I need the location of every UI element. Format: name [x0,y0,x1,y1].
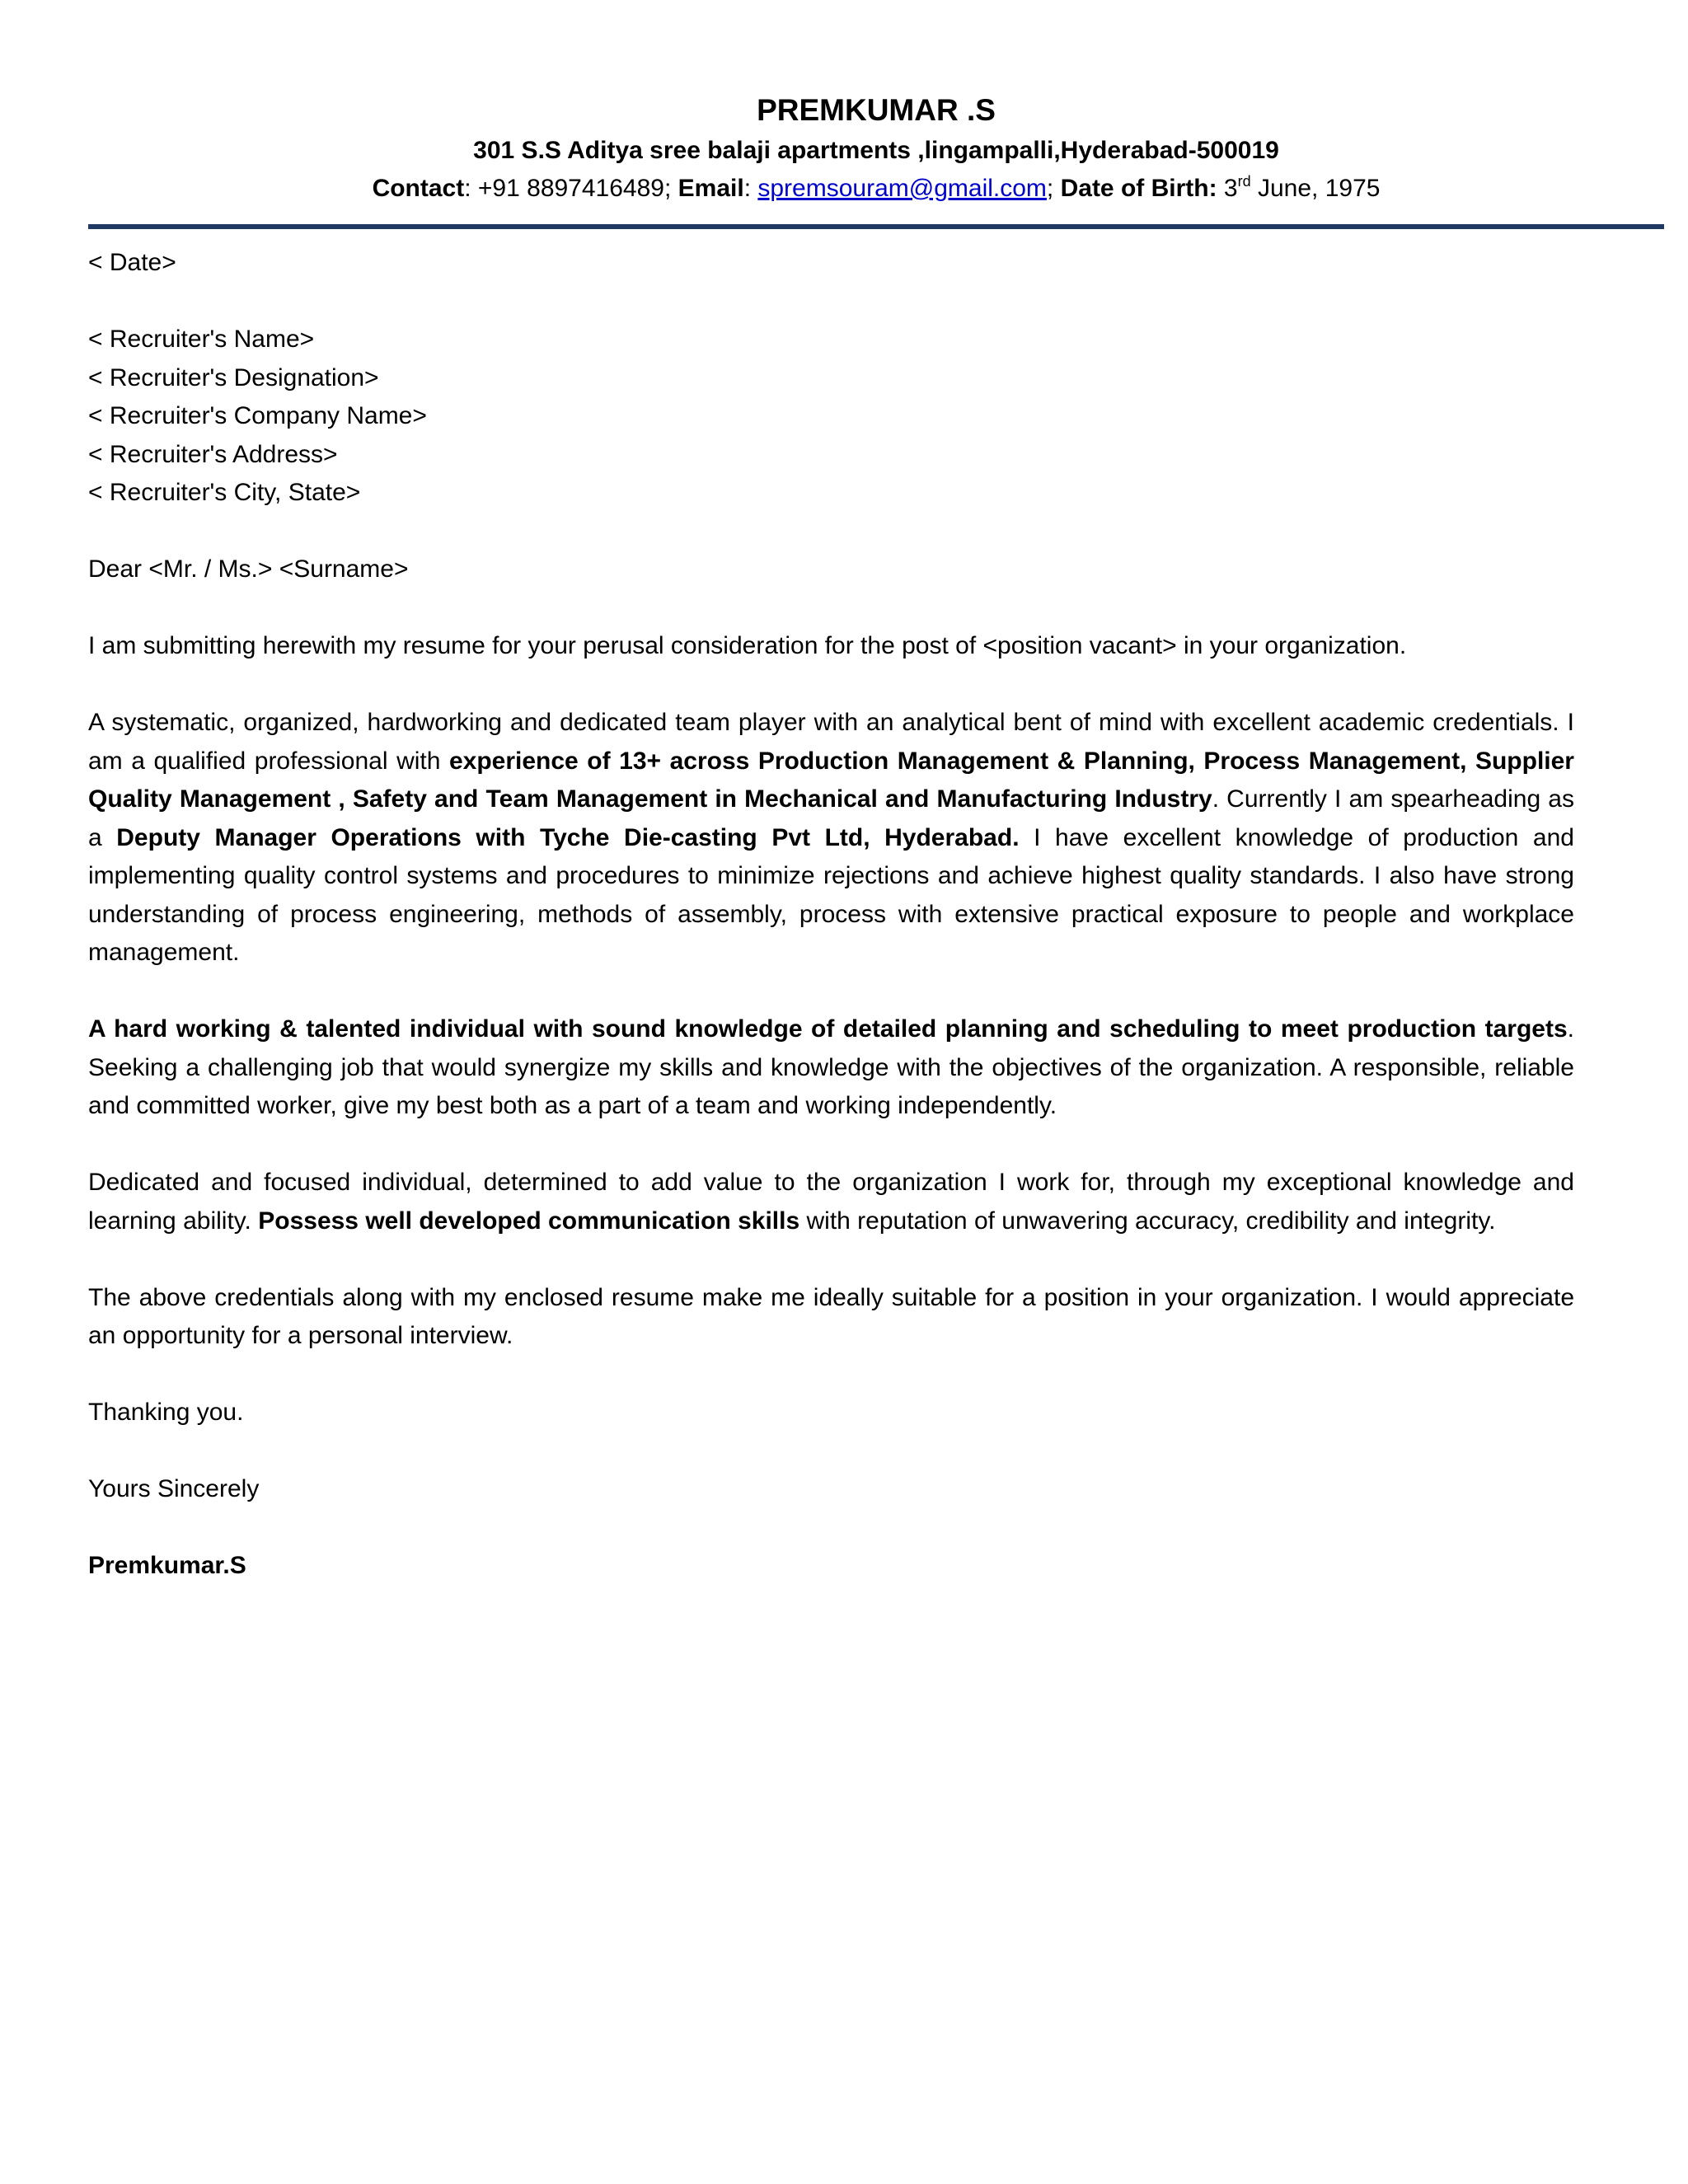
experience-text-2: . Currently I am spearheading as a [88,785,1574,851]
signature-name: Premkumar.S [88,1552,246,1579]
dob-month-year: June, 1975 [1250,175,1381,202]
contact-label: Contact [372,175,465,202]
dob-label: Date of Birth: [1060,175,1217,202]
recipient-name: < Recruiter's Name> [88,326,315,353]
intro-paragraph: I am submitting herewith my resume for your perusal consideration for the post of <position vacant> in your organization. [88,632,1407,659]
dob-day: 3 [1217,175,1238,202]
letter-date: < Date> [88,249,176,276]
current-role-highlight: Deputy Manager Operations with Tyche Die-casting Pvt Ltd, Hyderabad. [116,823,1020,851]
recipient-company: < Recruiter's Company Name> [88,402,427,429]
closing-line: Yours Sincerely [88,1475,260,1502]
contact-line [88,170,1664,208]
thanks-line: Thanking you. [88,1399,244,1426]
recipient-block [88,321,1574,513]
closing-paragraph: The above credentials along with my enclosed resume make me ideally suitable for a position in your organization. I would appreciate an opportunity for a personal interview. [88,1283,1574,1349]
skills-highlight: A hard working & talented individual with sound knowledge of detailed planning and scheduling to meet production targets [88,1015,1568,1043]
letter-body [88,244,1574,1624]
communication-paragraph [88,1164,1574,1240]
letterhead [88,89,1664,208]
skills-paragraph [88,1010,1574,1126]
dob-day-suffix: rd [1237,173,1251,190]
contact-phone: : +91 8897416489; [464,175,678,202]
communication-highlight: Possess well developed communication skills [258,1207,800,1235]
header-divider [88,224,1664,229]
experience-text-3: I have excellent knowledge of production and implementing quality control systems and procedures to minimize rejections and achieve highest quality standards. I also have strong understanding of process engineering, methods of assembly, process with extensive practical exposure to people and workplace management. [88,823,1574,966]
experience-highlight: experience of 13+ across Production Management & Planning, Process Management, Supplier Quality Management , Safety and Team Management in Mechanical and Manufacturing Industry [88,747,1574,813]
email-link[interactable]: spremsouram@gmail.com [757,175,1047,202]
email-separator: : [743,175,758,202]
recipient-address: < Recruiter's Address> [88,440,338,468]
skills-text: . Seeking a challenging job that would synergize my skills and knowledge with the objectives of the organization. A responsible, reliable and committed worker, give my best both as a part of a team and working independently. [88,1015,1574,1119]
applicant-address: 301 S.S Aditya sree balaji apartments ,lingampalli,Hyderabad-500019 [473,137,1279,164]
dob-separator: ; [1046,175,1061,202]
experience-text-1: A systematic, organized, hardworking and dedicated team player with an analytical bent of mind with excellent academic credentials. I am a qualified professional with [88,709,1574,775]
salutation: Dear <Mr. / Ms.> <Surname> [88,555,409,583]
communication-text-2: with reputation of unwavering accuracy, credibility and integrity. [799,1207,1496,1235]
applicant-name: PREMKUMAR .S [757,93,996,127]
email-label: Email [678,175,744,202]
communication-text-1: Dedicated and focused individual, determined to add value to the organization I work for, through my exceptional knowledge and learning ability. [88,1169,1574,1235]
signature [88,1547,1574,1586]
recipient-city-state: < Recruiter's City, State> [88,479,361,506]
recipient-designation: < Recruiter's Designation> [88,363,379,391]
experience-paragraph [88,704,1574,972]
